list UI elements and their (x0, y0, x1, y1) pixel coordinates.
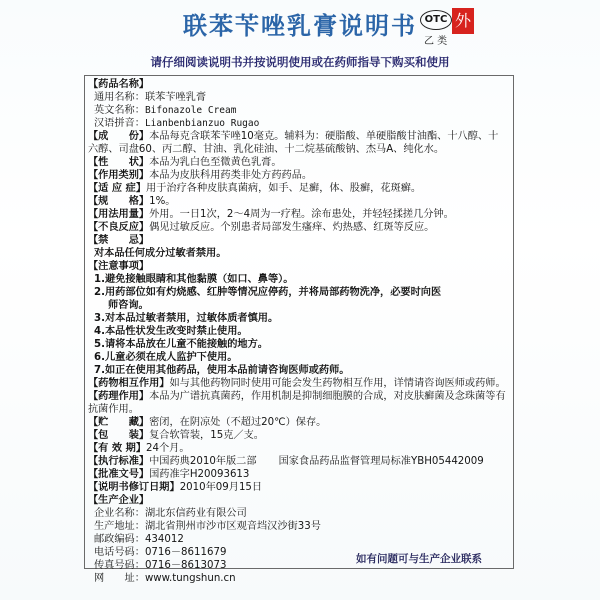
external-use-badge: 外 (452, 8, 474, 34)
approval-row (88, 468, 508, 481)
validity-row (88, 442, 508, 455)
phone-label: 电话号码： (94, 547, 145, 558)
appearance-label: 【性 状】 (88, 157, 150, 168)
precaution-item: 7.如正在使用其他药品，使用本品前请咨询医师或药师。 (94, 365, 350, 376)
dosage-value: 外用。一日1次，2～4周为一疗程。涂布患处，并轻轻揉搓几分钟。 (149, 209, 454, 220)
website-value: www.tungshun.cn (144, 573, 236, 584)
appearance-value: 本品为乳白色至微黄色乳膏。 (149, 157, 282, 168)
postcode-value: 434012 (144, 534, 184, 545)
revision-value: 2010年09月15日 (179, 482, 263, 493)
pharmacology-value: 本品为广谱抗真菌药，作用机制是抑制细胞膜的合成，对皮肤癣菌及念珠菌等有抗菌作用。 (88, 391, 506, 415)
ingredients-label: 【成 份】 (88, 131, 150, 142)
standard-label: 【执行标准】 (88, 456, 150, 467)
interactions-label: 【药物相互作用】 (88, 378, 170, 389)
interactions-value: 如与其他药物同时使用可能会发生药物相互作用，详情请咨询医师或药师。 (169, 378, 506, 389)
precaution-item: 2.用药部位如有灼烧感、红肿等情况应停药，并将局部药物洗净，必要时向医 (94, 287, 442, 298)
precaution-item: 4.本品性状发生改变时禁止使用。 (94, 326, 248, 337)
precaution-item: 3.对本品过敏者禁用，过敏体质者慎用。 (94, 313, 279, 324)
section-drug-name: 【药品名称】 (88, 79, 150, 90)
storage-value: 密闭，在阴凉处（不超过20℃）保存。 (149, 417, 327, 428)
website-row (88, 572, 508, 585)
common-name-value: 联苯苄唑乳膏 (144, 92, 207, 103)
storage-label: 【贮 藏】 (88, 417, 150, 428)
indications-label: 【适 应 症】 (88, 183, 147, 194)
pharmacology-row (88, 390, 508, 416)
specification-value: 1%。 (149, 196, 176, 207)
interactions-row (88, 377, 508, 390)
company-row (88, 507, 508, 520)
adverse-reactions-label: 【不良反应】 (88, 222, 150, 233)
fax-label: 传真号码： (94, 560, 145, 571)
company-label: 企业名称： (94, 508, 145, 519)
category-value: 本品为皮肤科用药类非处方药药品。 (149, 170, 313, 181)
specification-row (88, 195, 508, 208)
fax-value: 0716－8613073 (144, 560, 227, 571)
package-row (88, 429, 508, 442)
dosage-label: 【用法用量】 (88, 209, 150, 220)
phone-value: 0716－8611679 (144, 547, 227, 558)
precaution-item: 1.避免接触眼睛和其他黏膜（如口、鼻等）。 (94, 274, 294, 285)
revision-row (88, 481, 508, 494)
standard-extra: 国家食品药品监督管理局标准YBH05442009 (278, 456, 484, 467)
pharmacology-label: 【药理作用】 (88, 391, 150, 402)
adverse-reactions-value: 偶见过敏反应。个别患者局部发生瘙痒、灼热感、红斑等反应。 (149, 222, 435, 233)
document-title: 联苯苄唑乳膏说明书 (183, 11, 417, 40)
contraindications-heading: 【禁 忌】 (88, 235, 150, 246)
contact-note: 如有问题可与生产企业联系 (356, 553, 482, 565)
approval-value: 国药准字H20093613 (149, 469, 250, 480)
instruction-content (88, 78, 508, 585)
ingredients-value: 本品每克含联苯苄唑10毫克。辅料为：硬脂酸、单硬脂酸甘油酯、十八醇、十六醇、司盘60、丙二醇、甘油、乳化硅油、十二烷基硫酸钠、杰马A、纯化水。 (88, 131, 499, 155)
standard-value: 中国药典2010年版二部 (149, 456, 257, 467)
pinyin-name-row (88, 117, 508, 130)
package-label: 【包 装】 (88, 430, 150, 441)
precautions-heading: 【注意事项】 (88, 261, 150, 272)
dosage-row (88, 208, 508, 221)
revision-label: 【说明书修订日期】 (88, 482, 180, 493)
address-label: 生产地址： (94, 521, 145, 532)
common-name-row (88, 91, 508, 104)
otc-badge: OTC (420, 10, 452, 30)
address-row (88, 520, 508, 533)
storage-row (88, 416, 508, 429)
read-instructions-notice: 请仔细阅读说明书并按说明使用或在药师指导下购买和使用 (150, 55, 450, 69)
postcode-row (88, 533, 508, 546)
precaution-item: 5.请将本品放在儿童不能接触的地方。 (94, 339, 268, 350)
precaution-item: 师咨询。 (108, 300, 149, 311)
standard-row (88, 455, 508, 468)
address-value: 湖北省荆州市沙市区观音垱汉沙街33号 (144, 521, 321, 532)
specification-label: 【规 格】 (88, 196, 150, 207)
precaution-item: 6.儿童必须在成人监护下使用。 (94, 352, 238, 363)
adverse-reactions-row (88, 221, 508, 234)
company-value: 湖北东信药业有限公司 (144, 508, 247, 519)
validity-value: 24个月。 (146, 443, 190, 454)
indications-value: 用于治疗各种皮肤真菌病，如手、足癣，体、股癣，花斑癣。 (146, 183, 422, 194)
english-name-value: Bifonazole Cream (144, 105, 237, 116)
english-name-row (88, 104, 508, 117)
indications-row (88, 182, 508, 195)
approval-label: 【批准文号】 (88, 469, 150, 480)
validity-label: 【有 效 期】 (88, 443, 147, 454)
category-label: 【作用类别】 (88, 170, 150, 181)
appearance-row (88, 156, 508, 169)
postcode-label: 邮政编码： (94, 534, 145, 545)
manufacturer-heading: 【生产企业】 (88, 495, 150, 506)
pinyin-name-label: 汉语拼音： (94, 118, 145, 129)
otc-class-label: 乙 类 (424, 36, 448, 47)
english-name-label: 英文名称： (94, 105, 145, 116)
contraindications-text: 对本品任何成分过敏者禁用。 (94, 248, 227, 259)
website-label: 网 址： (94, 573, 145, 584)
ingredients-row (88, 130, 508, 156)
package-value: 复合软管装，15克／支。 (149, 430, 264, 441)
pinyin-name-value: Lianbenbianzuo Rugao (144, 118, 260, 129)
category-row (88, 169, 508, 182)
common-name-label: 通用名称： (94, 92, 145, 103)
